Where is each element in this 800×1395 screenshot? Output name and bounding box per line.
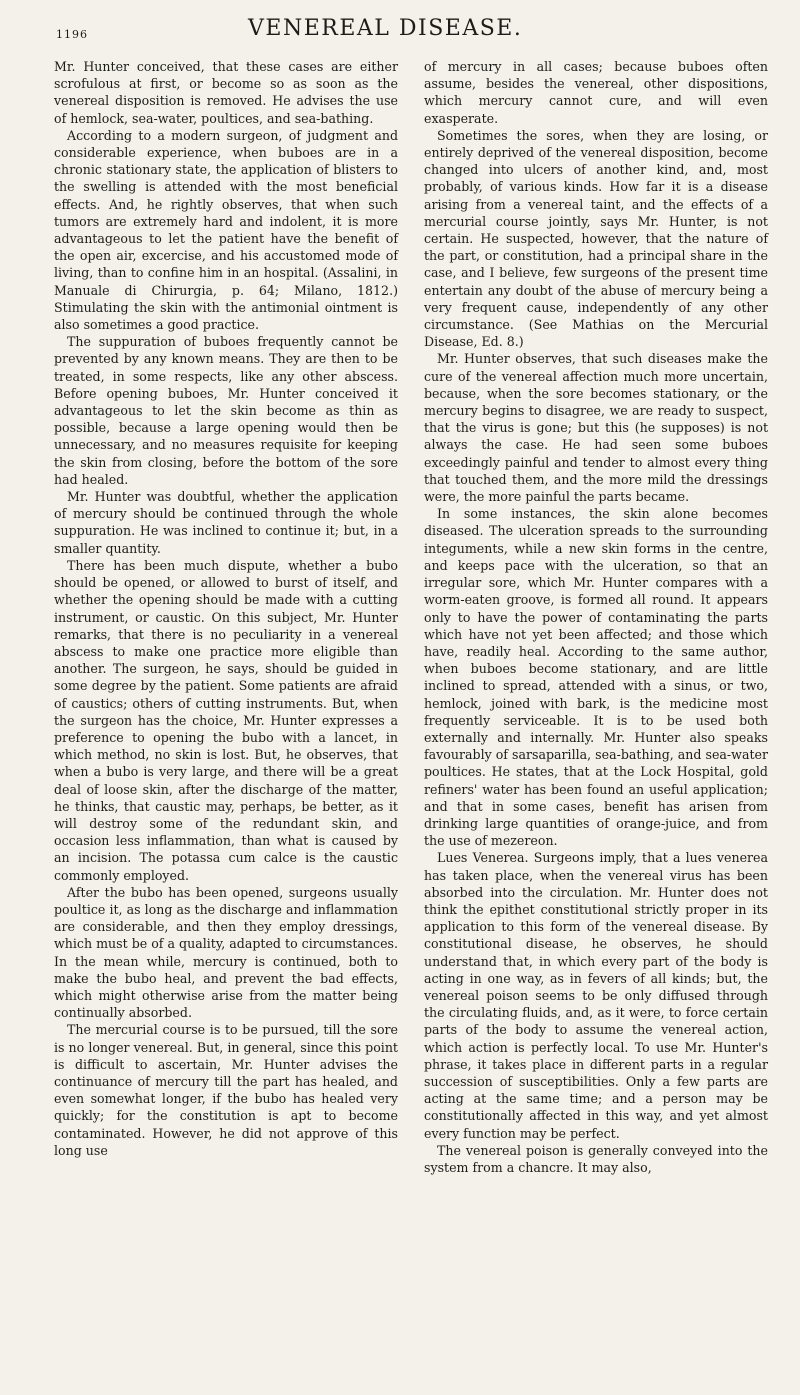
running-head-title: VENEREAL DISEASE.: [248, 16, 523, 41]
page-number: 1196: [56, 28, 88, 41]
paragraph: Lues Venerea. Surgeons imply, that a lues venerea has taken place, when the venereal virus has been absorbed into the circulation. Mr. Hunter does not think the epithet constitutional strictly proper in its application to this form of the venereal disease. By constitutional disease, he observes, he should understand that, in which every part of the body is acting in one way, as in fevers of all kinds; but, the venereal poison seems to be only diffused through the circulating fluids, and, as it were, to force certain parts of the body to assume the venereal action, which action is perfectly local. To use Mr. Hunter's phrase, it takes place in different parts in a regular succession of susceptibilities. Only a few parts are acting at the same time; and a person may be constitutionally affected in this way, and yet almost every function may be perfect.: [424, 850, 768, 1141]
paragraph: After the bubo has been opened, surgeons usually poultice it, as long as the discharge and inflammation are considerable, and then they employ dressings, which must be of a quality, adapted to circumstances. In the mean while, mercury is continued, both to make the bubo heal, and prevent the bad effects, which might otherwise arise from the matter being continually absorbed.: [54, 884, 398, 1021]
paragraph: Mr. Hunter observes, that such diseases make the cure of the venereal affection much more uncertain, because, when the sore becomes stationary, or the mercury begins to disagree, we are ready to suspect, that the virus is gone; but this (he supposes) is not always the case. He had seen some buboes exceedingly painful and tender to almost every thing that touched them, and the more mild the dressings were, the more painful the parts became.: [424, 351, 768, 505]
paragraph: Sometimes the sores, when they are losing, or entirely deprived of the venereal disposition, become changed into ulcers of another kind, and, most probably, of various kinds. How far it is a disease arising from a venereal taint, and the effects of a mercurial course jointly, says Mr. Hunter, is not certain. He suspected, however, that the nature of the part, or constitution, had a principal share in the case, and I believe, few surgeons of the present time entertain any doubt of the abuse of mercury being a very frequent cause, independently of any other circumstance. (See Mathias on the Mercurial Disease, Ed. 8.): [424, 127, 768, 350]
paragraph: of mercury in all cases; because buboes often assume, besides the venereal, other dispositions, which mercury cannot cure, and will even exasperate.: [424, 59, 768, 126]
paragraph: Mr. Hunter was doubtful, whether the application of mercury should be continued through the whole suppuration. He was inclined to continue it; but, in a smaller quantity.: [54, 489, 398, 556]
paragraph: The suppuration of buboes frequently cannot be prevented by any known means. They are then to be treated, in some respects, like any other abscess. Before opening buboes, Mr. Hunter conceived it advantageous to let the skin become as thin as possible, because a large opening would then be unnecessary, and no measures requisite for keeping the skin from closing, before the bottom of the sore had healed.: [54, 334, 398, 487]
paragraph: Mr. Hunter conceived, that these cases are either scrofulous at first, or become so as soon as the venereal disposition is removed. He advises the use of hemlock, sea-water, poultices, and sea-bathing.: [54, 59, 398, 126]
page-header: [0, 8, 800, 48]
paragraph: The mercurial course is to be pursued, till the sore is no longer venereal. But, in general, since this point is difficult to ascertain, Mr. Hunter advises the continuance of mercury till the part has healed, and even somewhat longer, if the bubo has healed very quickly; for the constitution is apt to become contaminated. However, he did not approve of this long use: [54, 1022, 398, 1158]
paragraph: According to a modern surgeon, of judgment and considerable experience, when buboes are in a chronic stationary state, the application of blisters to the swelling is attended with the most beneficial effects. And, he rightly observes, that when such tumors are extremely hard and indolent, it is more advantageous to let the patient have the benefit of the open air, excercise, and his accustomed mode of living, than to confine him in an hospital. (Assalini, in Manuale di Chirurgia, p. 64; Milano, 1812.) Stimulating the skin with the antimonial ointment is also sometimes a good practice.: [54, 127, 398, 333]
right-column: [424, 58, 768, 1176]
text-columns: [54, 58, 768, 1388]
paragraph: In some instances, the skin alone becomes diseased. The ulceration spreads to the surrounding integuments, while a new skin forms in the centre, and keeps pace with the ulceration, so that an irregular sore, which Mr. Hunter compares with a worm-eaten groove, is formed all round. It appears only to have the power of contaminating the parts which have not yet been affected; and those which have, readily heal. According to the same author, when buboes become stationary, and are little inclined to spread, attended with a sinus, or two, hemlock, joined with bark, is the medicine most frequently serviceable. It is to be used both externally and internally. Mr. Hunter also speaks favourably of sarsaparilla, sea-bathing, and sea-water poultices. He states, that at the Lock Hospital, gold refiners' water has been found an useful application; and that in some cases, benefit has arisen from drinking large quantities of orange-juice, and from the use of mezereon.: [424, 506, 768, 849]
paragraph: The venereal poison is generally conveyed into the system from a chancre. It may also,: [424, 1142, 768, 1175]
paragraph: There has been much dispute, whether a bubo should be opened, or allowed to burst of itself, and whether the opening should be made with a cutting instrument, or caustic. On this subject, Mr. Hunter remarks, that there is no peculiarity in a venereal abscess to make one practice more eligible than another. The surgeon, he says, should be guided in some degree by the patient. Some patients are afraid of caustics; others of cutting instruments. But, when the surgeon has the choice, Mr. Hunter expresses a preference to opening the bubo with a lancet, in which method, no skin is lost. But, he observes, that when a bubo is very large, and there will be a great deal of loose skin, after the discharge of the matter, he thinks, that caustic may, perhaps, be better, as it will destroy some of the redundant skin, and occasion less inflammation, than what is caused by an incision. The potassa cum calce is the caustic commonly employed.: [54, 557, 398, 883]
left-column: [54, 58, 398, 1159]
